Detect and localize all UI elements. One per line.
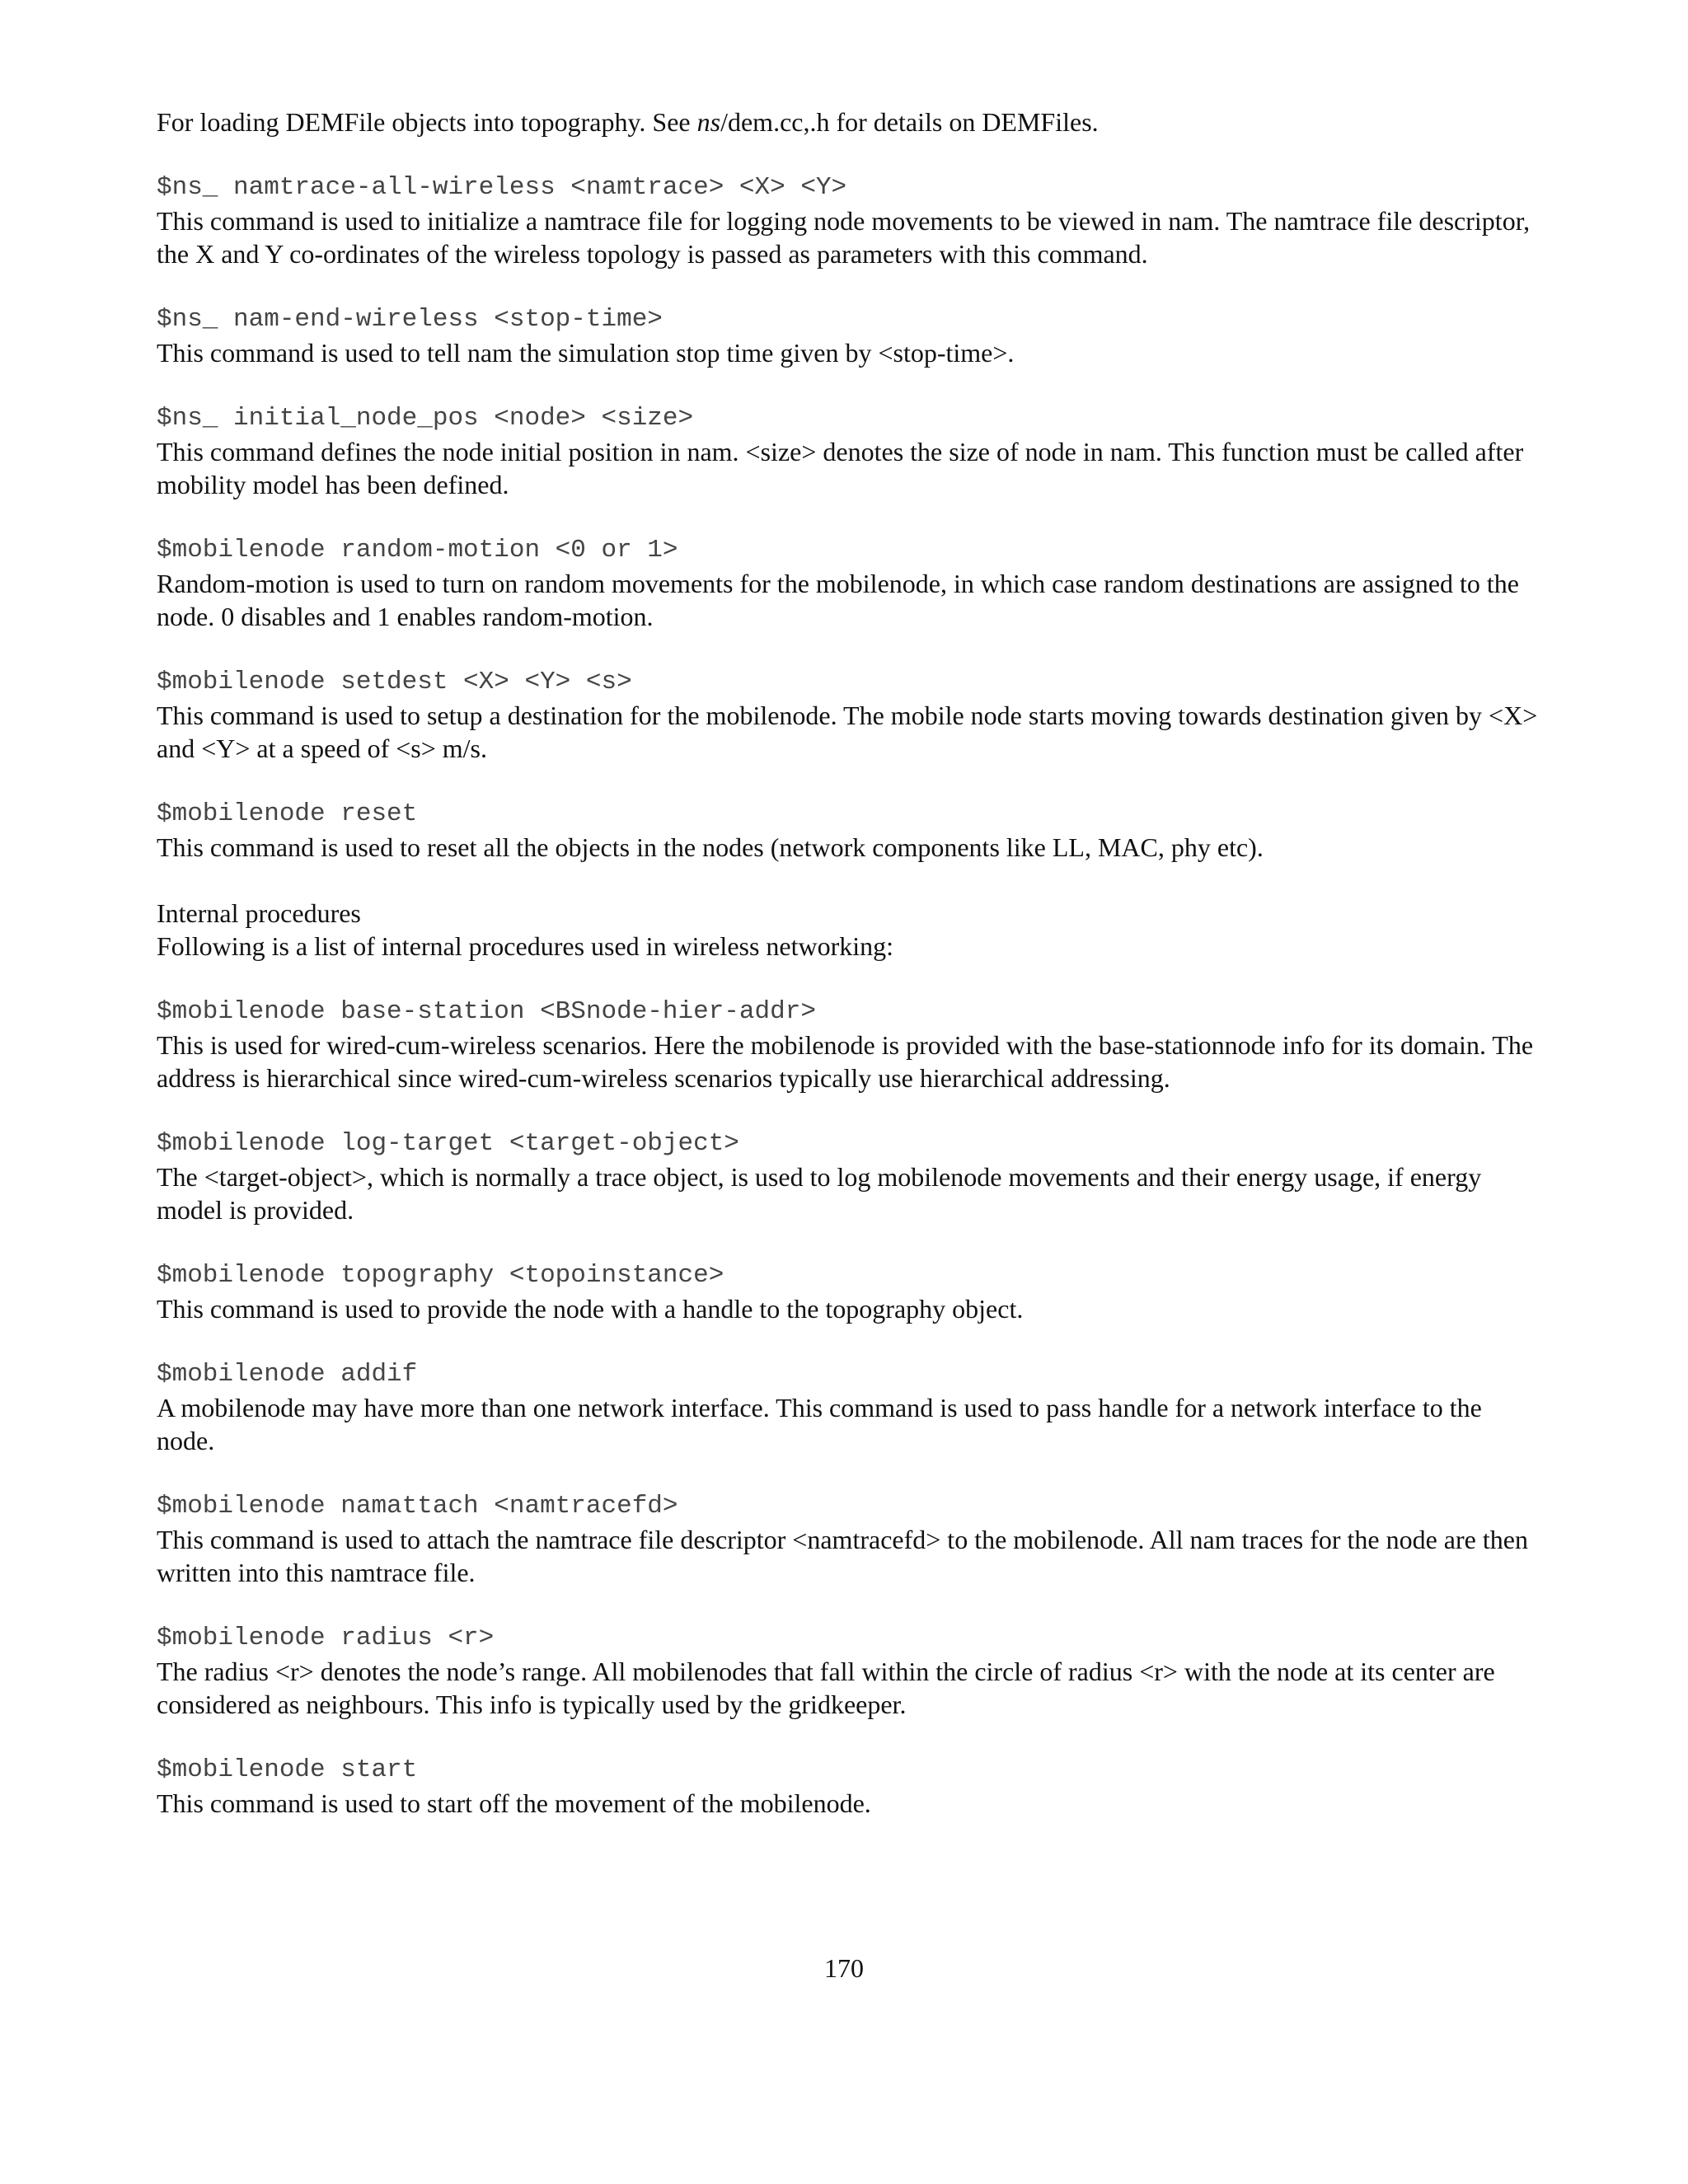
command-description: Random-motion is used to turn on random movements for the mobilenode, in which case random destinations are assigned to the node. 0 disables and 1 enables random-motion. [157, 569, 1519, 631]
command-signature: $mobilenode namattach <namtracefd> [157, 1492, 678, 1521]
command-entry-nam-end-wireless [157, 303, 1541, 369]
command-signature: $mobilenode base-station <BSnode-hier-addr> [157, 997, 816, 1026]
command-signature: $mobilenode radius <r> [157, 1624, 495, 1652]
intro-text-after: /dem.cc,.h for details on DEMFiles. [720, 107, 1099, 137]
command-entry-initial-node-pos [157, 402, 1541, 501]
command-description: This command is used to initialize a namtrace file for logging node movements to be viewed in nam. The namtrace file descriptor, the X and Y co-ordinates of the wireless topology is passed as parameters with this command. [157, 206, 1531, 269]
document-page [157, 105, 1541, 1853]
command-entry-random-motion [157, 534, 1541, 633]
command-entry-namattach [157, 1490, 1541, 1589]
section-heading: Internal procedures [157, 898, 361, 928]
command-signature: $mobilenode start [157, 1755, 418, 1784]
command-signature: $ns_ namtrace-all-wireless <namtrace> <X> <Y> [157, 173, 847, 202]
command-description: This command is used to start off the movement of the mobilenode. [157, 1788, 871, 1818]
command-signature: $mobilenode random-motion <0 or 1> [157, 536, 678, 565]
command-description: This command is used to setup a destination for the mobilenode. The mobile node starts moving towards destination given by <X> and <Y> at a speed of <s> m/s. [157, 701, 1538, 763]
command-signature: $mobilenode topography <topoinstance> [157, 1261, 724, 1290]
command-signature: $mobilenode setdest <X> <Y> <s> [157, 668, 632, 696]
command-entry-namtrace-all-wireless [157, 171, 1541, 270]
command-entry-base-station [157, 996, 1541, 1094]
command-description: This command is used to reset all the objects in the nodes (network components like LL, MAC, phy etc). [157, 832, 1264, 862]
command-entry-reset [157, 798, 1541, 864]
command-entry-log-target [157, 1127, 1541, 1226]
command-entry-topography [157, 1259, 1541, 1325]
section-intro: Following is a list of internal procedures used in wireless networking: [157, 931, 894, 961]
command-description: This command is used to tell nam the simulation stop time given by <stop-time>. [157, 338, 1015, 368]
intro-paragraph [157, 105, 1541, 138]
command-entry-addif [157, 1358, 1541, 1457]
command-description: This command is used to attach the namtrace file descriptor <namtracefd> to the mobilenode. All nam traces for the node are then written into this namtrace file. [157, 1525, 1528, 1587]
command-signature: $mobilenode addif [157, 1360, 418, 1389]
command-description: A mobilenode may have more than one network interface. This command is used to pass handle for a network interface to the node. [157, 1393, 1482, 1455]
page-number: 170 [824, 1953, 864, 1983]
intro-text-emphasis: ns [696, 107, 721, 137]
command-description: The <target-object>, which is normally a trace object, is used to log mobilenode movements and their energy usage, if energy model is provided. [157, 1162, 1482, 1225]
command-description: The radius <r> denotes the node’s range. All mobilenodes that fall within the circle of radius <r> with the node at its center are considered as neighbours. This info is typically used by the gridkeeper. [157, 1657, 1495, 1719]
internal-procedures-section [157, 897, 1541, 963]
command-description: This is used for wired-cum-wireless scenarios. Here the mobilenode is provided with the base-stationnode info for its domain. The address is hierarchical since wired-cum-wireless scenarios typically use hierarchical addressing. [157, 1030, 1534, 1093]
command-entry-radius [157, 1622, 1541, 1721]
intro-text-before: For loading DEMFile objects into topography. See [157, 107, 697, 137]
command-signature: $mobilenode reset [157, 799, 418, 828]
command-description: This command is used to provide the node with a handle to the topography object. [157, 1294, 1024, 1324]
command-signature: $ns_ nam-end-wireless <stop-time> [157, 305, 663, 334]
command-signature: $mobilenode log-target <target-object> [157, 1129, 739, 1158]
command-description: This command defines the node initial position in nam. <size> denotes the size of node in nam. This function must be called after mobility model has been defined. [157, 437, 1524, 499]
command-entry-start [157, 1754, 1541, 1820]
command-signature: $ns_ initial_node_pos <node> <size> [157, 404, 694, 433]
command-entry-setdest [157, 666, 1541, 765]
